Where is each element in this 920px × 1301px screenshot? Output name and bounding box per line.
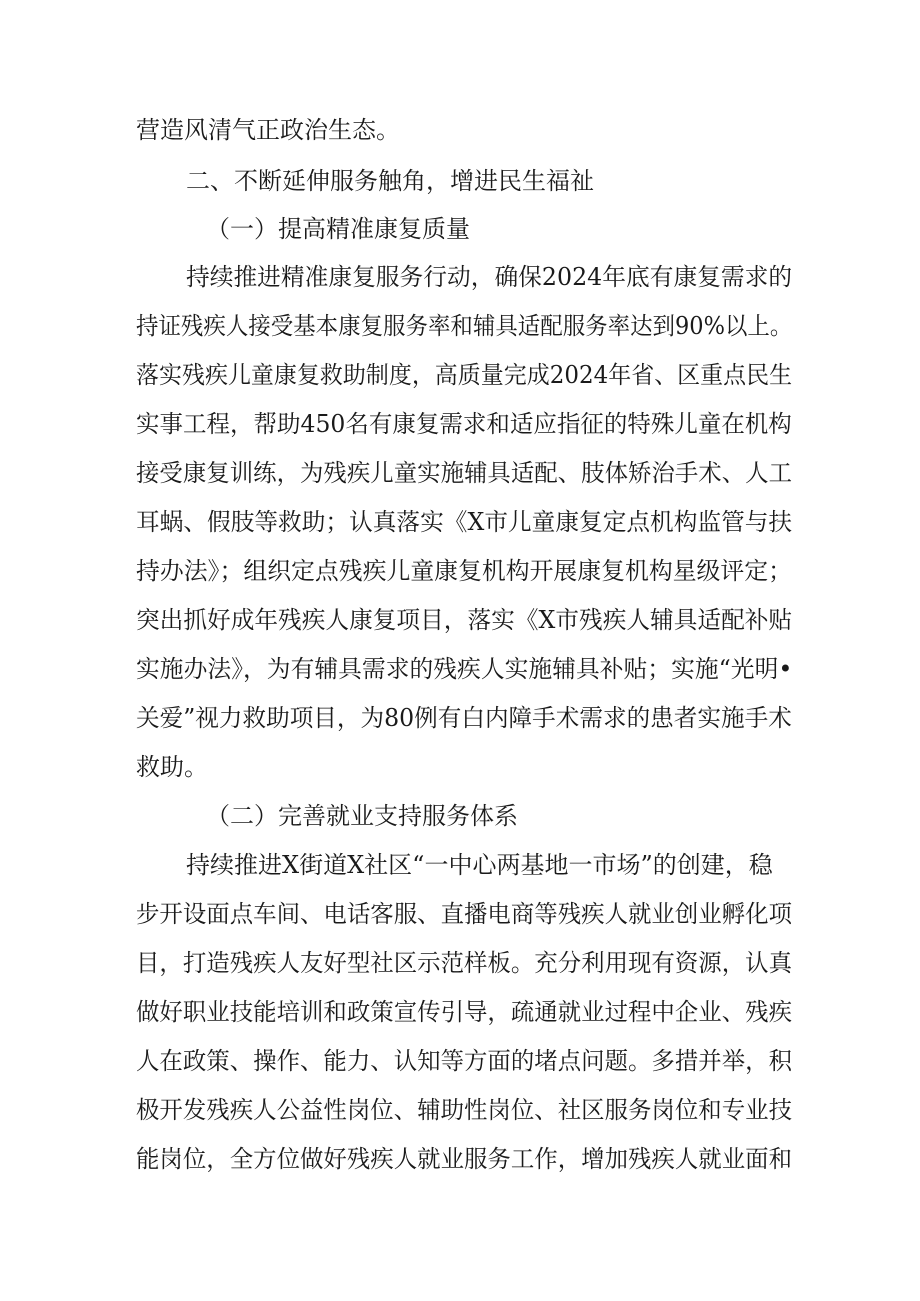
paragraph-line: 持证残疾人接受基本康复服务率和辅具适配服务率达到90%以上。	[136, 312, 793, 340]
paragraph-line: 人在政策、操作、能力、认知等方面的堵点问题。多措并举，积	[136, 1047, 793, 1075]
paragraph-line: 实事工程，帮助450名有康复需求和适应指征的特殊儿童在机构	[136, 410, 792, 438]
paragraph-line: 持办法》；组织定点残疾儿童康复机构开展康复机构星级评定；	[136, 557, 792, 585]
paragraph-line: 落实残疾儿童康复救助制度，高质量完成2024年省、区重点民生	[136, 361, 793, 389]
paragraph-line: 极开发残疾人公益性岗位、辅助性岗位、社区服务岗位和专业技	[136, 1096, 793, 1124]
subsection-heading: （一）提高精准康复质量	[206, 215, 470, 243]
paragraph-line: 能岗位，全方位做好残疾人就业服务工作，增加残疾人就业面和	[136, 1145, 793, 1173]
paragraph-line: 做好职业技能培训和政策宣传引导，疏通就业过程中企业、残疾	[136, 998, 793, 1026]
paragraph-line: 步开设面点车间、电话客服、直播电商等残疾人就业创业孵化项	[136, 900, 793, 928]
subsection-heading: （二）完善就业支持服务体系	[206, 802, 518, 830]
paragraph-line: 关爱”视力救助项目，为80例有白内障手术需求的患者实施手术	[136, 704, 792, 732]
section-heading: 二、不断延伸服务触角，增进民生福祉	[186, 167, 594, 195]
paragraph-line: 持续推进X街道X社区“一中心两基地一市场”的创建，稳	[186, 851, 773, 879]
paragraph-line: 营造风清气正政治生态。	[136, 116, 400, 144]
paragraph-line: 实施办法》，为有辅具需求的残疾人实施辅具补贴；实施“光明•	[136, 655, 793, 683]
paragraph-line: 接受康复训练，为残疾儿童实施辅具适配、肢体矫治手术、人工	[136, 459, 793, 487]
paragraph-line: 救助。	[136, 753, 208, 781]
paragraph-line: 耳蜗、假肢等救助；认真落实《X市儿童康复定点机构监管与扶	[136, 508, 793, 536]
paragraph-line: 目，打造残疾人友好型社区示范样板。充分利用现有资源，认真	[136, 949, 793, 977]
paragraph-line: 持续推进精准康复服务行动，确保2024年底有康复需求的	[186, 263, 793, 291]
paragraph-line: 突出抓好成年残疾人康复项目，落实《X市残疾人辅具适配补贴	[136, 606, 793, 634]
